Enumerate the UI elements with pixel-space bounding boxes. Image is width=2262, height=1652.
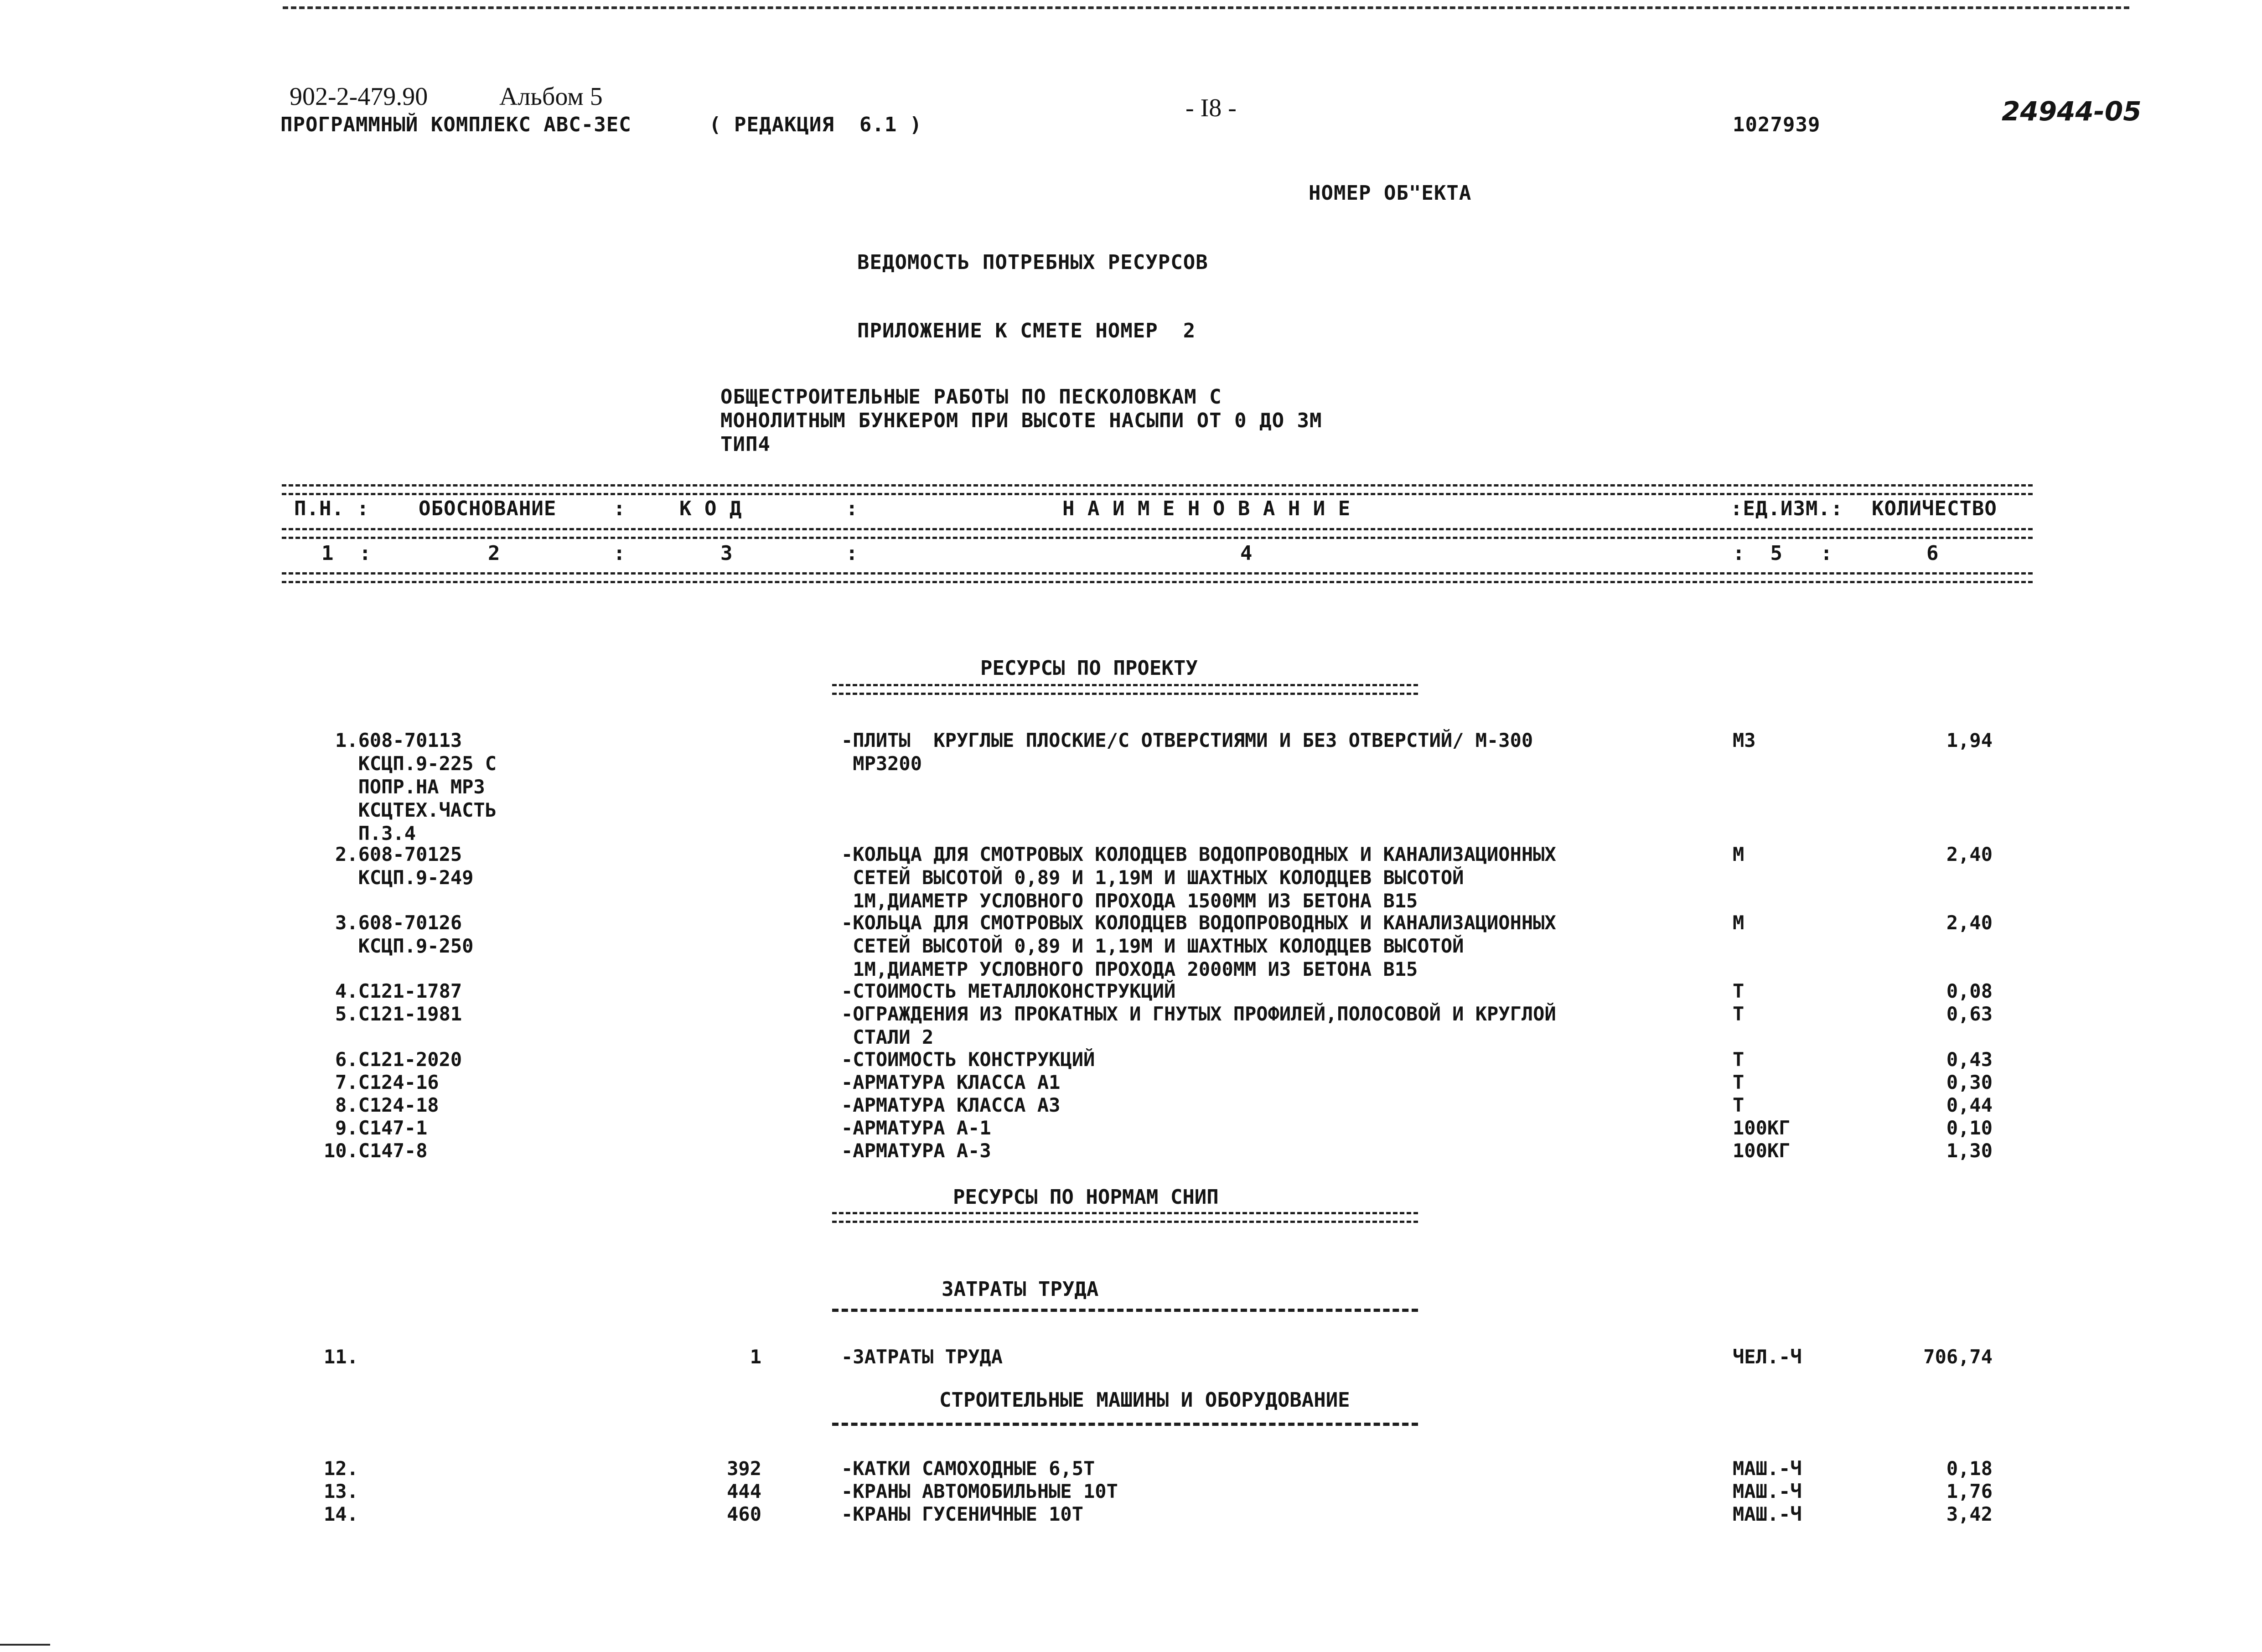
header-code: К О Д — [679, 497, 742, 520]
header-unit: :ЕД.ИЗМ.: — [1730, 497, 1843, 520]
row-reference: 13. — [324, 1480, 358, 1502]
header-sep2: : — [846, 497, 859, 520]
row-name: -ЗАТРАТЫ ТРУДА — [841, 1346, 1003, 1368]
appendix-title: ПРИЛОЖЕНИЕ К СМЕТЕ НОМЕР 2 — [857, 319, 1196, 342]
work-title-line3: ТИП4 — [720, 433, 771, 456]
row-reference: 6.С121-2020 — [335, 1048, 462, 1071]
row-name: -КРАНЫ ГУСЕНИЧНЫЕ 10Т — [841, 1503, 1084, 1525]
row-reference: 14. — [324, 1503, 358, 1525]
row-quantity: 3,42 — [1946, 1503, 1993, 1525]
row-quantity: 0,30 — [1946, 1071, 1993, 1093]
row-code: 392 — [727, 1457, 761, 1480]
row-name: -АРМАТУРА А-3 — [841, 1139, 991, 1162]
row-unit: 100КГ — [1733, 1139, 1791, 1162]
program-name: ПРОГРАММНЫЙ КОМПЛЕКС АВС-3ЕС — [280, 113, 631, 136]
row-name: -КАТКИ САМОХОДНЫЕ 6,5Т — [841, 1457, 1095, 1480]
colnum-2-sep: : — [613, 542, 626, 565]
row-name: -СТОИМОСТЬ МЕТАЛЛОКОНСТРУКЦИЙ — [841, 980, 1176, 1002]
row-reference: 3.608-70126 КСЦП.9-250 — [335, 911, 474, 957]
edition-label: ( РЕДАКЦИЯ 6.1 ) — [709, 113, 922, 136]
section-norm-resources: РЕСУРСЫ ПО НОРМАМ СНИП — [953, 1186, 1219, 1209]
colnum-1: 1 : — [321, 542, 372, 565]
row-reference: 2.608-70125 КСЦП.9-249 — [335, 843, 474, 889]
row-quantity: 706,74 — [1923, 1346, 1993, 1368]
row-unit: Т — [1733, 1094, 1744, 1116]
row-unit: Т — [1733, 1048, 1744, 1071]
row-name: -КОЛЬЦА ДЛЯ СМОТРОВЫХ КОЛОДЦЕВ ВОДОПРОВОДНЫХ И КАНАЛИЗАЦИОННЫХ СЕТЕЙ ВЫСОТОЙ 0,89 И 1,19М И ШАХТНЫХ КОЛОДЦЕВ ВЫСОТОЙ 1М,ДИАМЕТР УСЛОВНОГО ПРОХОДА 1500ММ ИЗ БЕТОНА В15 — [841, 843, 1556, 912]
table-top-rule — [282, 484, 2033, 495]
row-unit: М — [1733, 911, 1744, 934]
header-name: Н А И М Е Н О В А Н И Е — [1062, 497, 1351, 520]
row-code: 1 — [750, 1346, 761, 1368]
row-quantity: 0,18 — [1946, 1457, 1993, 1480]
row-quantity: 2,40 — [1946, 843, 1993, 865]
row-reference: 1.608-70113 КСЦП.9-225 С ПОПР.НА МРЗ КСЦТЕХ.ЧАСТЬ П.3.4 — [335, 729, 497, 844]
row-reference: 12. — [324, 1457, 358, 1480]
row-quantity: 1,76 — [1946, 1480, 1993, 1502]
colnum-3: 3 — [720, 542, 733, 565]
row-unit: МАШ.-Ч — [1733, 1457, 1802, 1480]
row-unit: М3 — [1733, 729, 1756, 751]
row-quantity: 1,94 — [1946, 729, 1993, 751]
album-label: Альбом 5 — [499, 83, 603, 111]
row-quantity: 0,63 — [1946, 1003, 1993, 1025]
top-scan-line — [283, 6, 2129, 9]
work-title-line1: ОБЩЕСТРОИТЕЛЬНЫЕ РАБОТЫ ПО ПЕСКОЛОВКАМ С — [720, 385, 1222, 409]
row-unit: МАШ.-Ч — [1733, 1503, 1802, 1525]
header-sep1: : — [613, 497, 626, 520]
doc-number: 1027939 — [1733, 113, 1821, 136]
row-name: -АРМАТУРА КЛАССА А3 — [841, 1094, 1061, 1116]
row-unit: Т — [1733, 1003, 1744, 1025]
colnum-5: : 5 : — [1733, 542, 1833, 565]
project-code: 902-2-479.90 — [290, 83, 428, 111]
row-unit: Т — [1733, 1071, 1744, 1093]
row-reference: 7.С124-16 — [335, 1071, 439, 1093]
row-name: -ПЛИТЫ КРУГЛЫЕ ПЛОСКИЕ/С ОТВЕРСТИЯМИ И БЕЗ ОТВЕРСТИЙ/ М-300 МРЗ200 — [841, 729, 1533, 775]
row-unit: 100КГ — [1733, 1117, 1791, 1139]
row-code: 460 — [727, 1503, 761, 1525]
row-unit: ЧЕЛ.-Ч — [1733, 1346, 1802, 1368]
row-reference: 5.С121-1981 — [335, 1003, 462, 1025]
row-name: -КОЛЬЦА ДЛЯ СМОТРОВЫХ КОЛОДЦЕВ ВОДОПРОВОДНЫХ И КАНАЛИЗАЦИОННЫХ СЕТЕЙ ВЫСОТОЙ 0,89 И 1,19М И ШАХТНЫХ КОЛОДЦЕВ ВЫСОТОЙ 1М,ДИАМЕТР УСЛОВНОГО ПРОХОДА 2000ММ ИЗ БЕТОНА В15 — [841, 911, 1556, 980]
statement-title: ВЕДОМОСТЬ ПОТРЕБНЫХ РЕСУРСОВ — [857, 251, 1208, 274]
left-margin-mark — [0, 1644, 50, 1646]
row-unit: МАШ.-Ч — [1733, 1480, 1802, 1502]
row-quantity: 0,10 — [1946, 1117, 1993, 1139]
section-labor-underline — [832, 1309, 1418, 1312]
page-number: - I8 - — [1185, 94, 1237, 122]
row-quantity: 2,40 — [1946, 911, 1993, 934]
object-number-label: НОМЕР ОБ"ЕКТА — [1309, 181, 1472, 205]
section-machines: СТРОИТЕЛЬНЫЕ МАШИНЫ И ОБОРУДОВАНИЕ — [939, 1388, 1350, 1412]
header-mid-rule — [282, 528, 2033, 539]
colnum-2: 2 — [488, 542, 501, 565]
header-pn: П.Н. : — [294, 497, 369, 520]
section-project-underline — [832, 684, 1418, 695]
row-unit: М — [1733, 843, 1744, 865]
header-qty: КОЛИЧЕСТВО — [1872, 497, 1997, 520]
colnum-3-sep: : — [846, 542, 859, 565]
work-title-line2: МОНОЛИТНЫМ БУНКЕРОМ ПРИ ВЫСОТЕ НАСЫПИ ОТ 0 ДО 3М — [720, 409, 1322, 432]
row-code: 444 — [727, 1480, 761, 1502]
header-basis: ОБОСНОВАНИЕ — [419, 497, 557, 520]
row-reference: 4.С121-1787 — [335, 980, 462, 1002]
header-bottom-rule — [282, 572, 2033, 583]
section-machines-underline — [832, 1423, 1418, 1426]
row-name: -КРАНЫ АВТОМОБИЛЬНЫЕ 10Т — [841, 1480, 1118, 1502]
colnum-4: 4 — [1240, 542, 1253, 565]
section-norm-underline — [832, 1212, 1418, 1223]
row-reference: 8.С124-18 — [335, 1094, 439, 1116]
row-name: -АРМАТУРА А-1 — [841, 1117, 991, 1139]
row-quantity: 1,30 — [1946, 1139, 1993, 1162]
colnum-6: 6 — [1926, 542, 1939, 565]
row-quantity: 0,08 — [1946, 980, 1993, 1002]
row-reference: 11. — [324, 1346, 358, 1368]
section-labor-costs: ЗАТРАТЫ ТРУДА — [942, 1278, 1099, 1301]
row-quantity: 0,44 — [1946, 1094, 1993, 1116]
section-project-resources: РЕСУРСЫ ПО ПРОЕКТУ — [980, 657, 1198, 680]
row-name: -АРМАТУРА КЛАССА А1 — [841, 1071, 1061, 1093]
row-quantity: 0,43 — [1946, 1048, 1993, 1071]
row-name: -ОГРАЖДЕНИЯ ИЗ ПРОКАТНЫХ И ГНУТЫХ ПРОФИЛЕЙ,ПОЛОСОВОЙ И КРУГЛОЙ СТАЛИ 2 — [841, 1003, 1556, 1048]
row-name: -СТОИМОСТЬ КОНСТРУКЦИЙ — [841, 1048, 1095, 1071]
row-reference: 10.С147-8 — [324, 1139, 428, 1162]
row-unit: Т — [1733, 980, 1744, 1002]
stamp-number: 24944-05 — [2002, 96, 2142, 127]
row-reference: 9.С147-1 — [335, 1117, 428, 1139]
